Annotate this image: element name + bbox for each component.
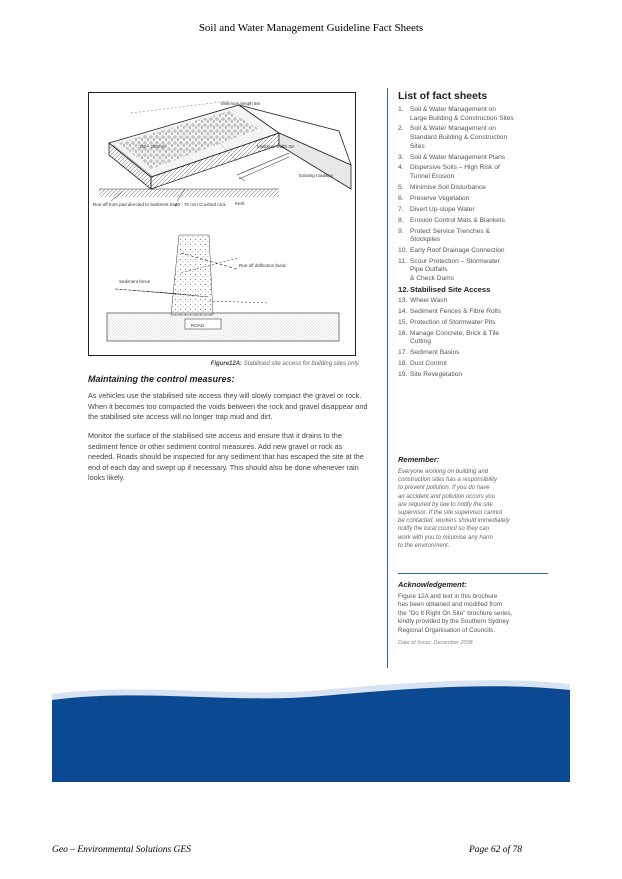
fact-item-number: 1.: [398, 106, 404, 113]
fact-item-text: Erosion Control Mats & Blankets: [410, 216, 505, 224]
plan-view-drawing: [107, 235, 339, 341]
caption-label: Figure12A:: [210, 361, 243, 367]
figure-illustration: [88, 92, 356, 356]
gravel-pad-drawing: [99, 101, 351, 201]
label-kerb: Kerb: [235, 201, 245, 206]
fact-item-number: 18.: [398, 359, 408, 367]
fact-list-item: [398, 154, 548, 163]
footer-page-number: Page 62 of 78: [468, 845, 522, 855]
fact-list-item: [398, 330, 548, 347]
label-sediment-fence: Sediment fence: [119, 279, 151, 284]
fact-list-item: [398, 106, 548, 123]
fact-item-text: Wheel Wash: [410, 296, 448, 304]
acknowledgement-box: [398, 580, 548, 646]
label-min-width: Minimum width 3m: [257, 144, 295, 149]
fact-item-text: Soil & Water Management Plans: [410, 153, 506, 161]
label-runoff-bund: Run-off deflection bund: [239, 263, 286, 268]
fact-item-number: 3.: [398, 153, 404, 161]
fact-list-item: [398, 247, 548, 256]
fact-list-item: [398, 360, 548, 369]
blue-wave-banner: [52, 670, 570, 782]
fact-item-number: 10.: [398, 246, 408, 254]
fact-list-item: [398, 319, 548, 328]
label-depth: 150 - 200mm: [139, 144, 166, 149]
remember-text: Everyone working on building and construction sites has a responsibility to prevent pollution. If you do have an accident and pollution occurs you are required by law to notify the site supervisor. If the site supervisor cannot be contacted, workers should immediately notify the local council so they can work with you to minimise any harm to the environment.: [398, 469, 510, 549]
figure-caption: [200, 361, 360, 367]
fact-item-number: 4.: [398, 164, 404, 172]
fact-list-item: [398, 125, 548, 151]
remember-box: [398, 455, 548, 550]
page-header: Soil and Water Management Guideline Fact Sheets: [198, 22, 424, 34]
label-road: ROAD: [191, 323, 205, 328]
fact-list-item: [398, 297, 548, 306]
fact-list-item: [398, 349, 548, 358]
fact-item-text: Sediment Fences & Fibre Rolls: [410, 307, 501, 315]
ack-text: Figure 12A and text in this brochure has been obtained and modified from the "Do It Right On Site" brochure series, kindly provided by the Southern Sydney Regional Organisation of Councils.: [398, 593, 513, 634]
fact-item-number: 6.: [398, 194, 404, 202]
ack-title: Acknowledgement:: [398, 580, 467, 589]
fact-item-text: Protection of Stormwater Pits: [410, 318, 496, 326]
fact-item-number: 12.: [398, 284, 409, 294]
fact-item-number: 5.: [398, 183, 404, 191]
fact-list-item: [398, 206, 548, 215]
fact-item-text: Sediment Basins: [410, 349, 460, 356]
fact-item-text: Soil & Water Management on Large Building & Construction Sites: [410, 106, 514, 122]
fact-list-item: [398, 217, 548, 226]
fact-item-text: Manage Concrete, Brick & Tile Cutting: [410, 329, 500, 346]
fact-item-number: 11.: [398, 257, 407, 265]
fact-item-number: 19.: [398, 370, 408, 378]
paragraph-compaction: As vehicles use the stabilised site access they will slowly compact the gravel or rock. When it becomes too compacted the voids between the rock and gravel disappear and the stabilised site access will no longer trap mud and dirt.: [88, 391, 368, 421]
fact-item-text: Minimise Soil Disturbance: [410, 183, 486, 191]
fact-list-item: [398, 286, 548, 295]
sidebar-rule: [398, 573, 548, 574]
fact-item-text: Stabilised Site Access: [410, 284, 491, 294]
fact-item-number: 7.: [398, 205, 404, 213]
fact-list-item: [398, 195, 548, 204]
fact-item-number: 17.: [398, 349, 408, 356]
fact-item-text: Protect Service Trenches & Stockpiles: [410, 227, 490, 244]
label-existing-roadway: Existing roadway: [299, 173, 334, 178]
fact-item-number: 14.: [398, 307, 408, 315]
fact-item-text: Soil & Water Management on Standard Building & Construction Sites: [410, 125, 508, 150]
fact-item-number: 2.: [398, 125, 404, 133]
fact-list-item: [398, 308, 548, 317]
fact-list-item: [398, 164, 548, 181]
fact-item-text: Dust Control: [410, 359, 447, 367]
fact-list-item: [398, 184, 548, 193]
fact-list-title: List of fact sheets: [398, 90, 488, 102]
fact-item-text: Preserve Vegetation: [410, 194, 470, 202]
caption-text: Stabilised site access for building sites only.: [243, 361, 360, 367]
paragraph-monitoring: Monitor the surface of the stabilised site access and ensure that it drains to the sediment fence or other sediment control measures. Add new gravel or rock as needed. Roads should be inspected for any sediment that has escaped the site at the end of each day and swept up if necessary. This should also be done whenever rain looks likely.: [88, 431, 364, 482]
site-access-diagram: [89, 93, 355, 355]
fact-sheet-sidebar: [398, 90, 548, 382]
section-heading: Maintaining the control measures:: [88, 374, 235, 384]
fact-list-item: [398, 228, 548, 245]
footer-organisation: Geo – Environmental Solutions GES: [52, 845, 191, 855]
vertical-divider: [387, 88, 388, 668]
fact-item-text: Divert Up-slope Water: [410, 205, 475, 213]
fact-item-number: 15.: [398, 318, 408, 326]
fact-item-number: 9.: [398, 227, 404, 235]
fact-item-text: Dispersive Soils – High Risk of Tunnel Erosion: [410, 164, 500, 181]
fact-item-text: Early Roof Drainage Connection: [410, 246, 505, 254]
fact-item-number: 8.: [398, 216, 404, 224]
fact-item-text: Scour Protection – Stormwater Pipe Outfalls & Check Dams: [410, 257, 500, 283]
label-crushed-rock: 40 - 70 mm Crushed rock: [175, 202, 226, 207]
fact-list-item: [398, 371, 548, 380]
remember-title: Remember:: [398, 455, 440, 464]
fact-list: [398, 106, 548, 379]
fact-item-number: 13.: [398, 296, 408, 304]
fact-item-number: 16.: [398, 329, 408, 337]
label-runoff-left: Run-off from pad directed to sediment trap: [93, 202, 178, 207]
label-min-length: Minimum length 5m: [221, 101, 261, 106]
fact-item-text: Site Revegetation: [410, 370, 463, 378]
fact-list-item: [398, 258, 548, 284]
date-of-issue: Date of Issue: December 2008: [398, 640, 473, 647]
